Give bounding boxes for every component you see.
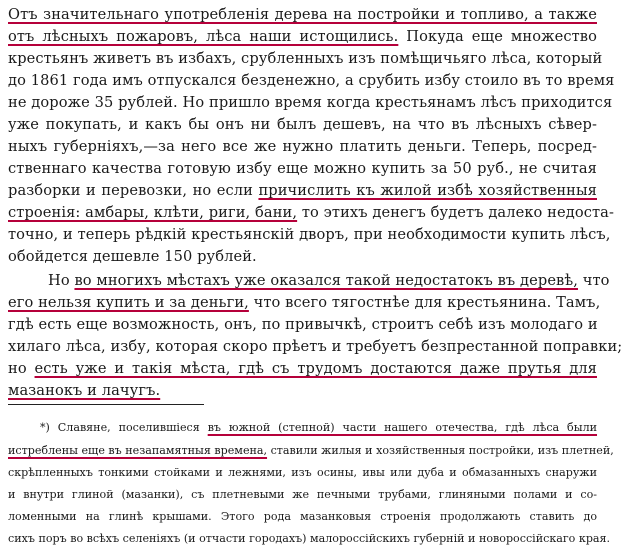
text-line <box>8 336 622 358</box>
text-segment: то этихъ денегъ будетъ далеко недоста- <box>297 204 614 221</box>
text-line <box>8 314 597 336</box>
underlined-text: во многихъ мѣстахъ уже оказался такой недостатокъ въ деревѣ, <box>74 272 579 289</box>
underlined-text: въ южной (степной) части нашего отечества, гдѣ лѣса были <box>207 421 598 434</box>
text-line <box>8 48 603 70</box>
text-line <box>8 224 611 246</box>
footnote-line <box>8 441 614 461</box>
text-segment: ломенными на глинѣ крышами. Этого рода мазанковыя строенія продолжають ставить до <box>8 510 597 523</box>
text-segment: не дороже 35 рублей. Но пришло время когда крестьянамъ лѣсъ приходится <box>8 94 613 111</box>
text-segment: крестьянъ живетъ въ избахъ, срубленныхъ изъ помѣщичьяго лѣса, который <box>8 50 603 67</box>
text-segment: ственнаго качества готовую избу еще можно купить за 50 руб., не считая <box>8 160 597 177</box>
underlined-text: отъ лѣсныхъ пожаровъ, лѣса наши истощились. <box>8 28 399 45</box>
text-line <box>8 358 597 380</box>
underlined-text: его нельзя купить и за деньги, <box>8 294 249 311</box>
text-segment: и внутри глиной (мазанки), съ плетневыми же печными трубами, глиняными полами и со- <box>8 488 597 501</box>
text-line <box>8 202 614 224</box>
text-line <box>8 70 615 92</box>
text-line <box>8 136 597 158</box>
text-segment: но <box>8 360 35 377</box>
text-segment: уже покупать, и какъ бы онъ ни былъ дешевъ, на что въ лѣсныхъ сѣвер- <box>8 116 597 133</box>
text-segment: что <box>578 272 610 289</box>
underlined-text: мазанокъ и лачугъ. <box>8 382 161 399</box>
text-line <box>8 26 597 48</box>
text-line <box>8 92 613 114</box>
text-segment: до 1861 года имъ отпускался безденежно, а срубить избу стоило въ то время <box>8 72 615 89</box>
text-segment: гдѣ есть еще возможность, онъ, по привычкѣ, строитъ себѣ изъ молодаго и <box>8 316 598 333</box>
footnote-line <box>8 463 597 483</box>
underlined-text: строенія: амбары, клѣти, риги, бани, <box>8 204 298 221</box>
underlined-text: есть уже и такія мѣста, гдѣ съ трудомъ достаются даже прутья для <box>34 360 597 377</box>
text-line <box>8 292 601 314</box>
text-segment: сихъ поръ во всѣхъ селеніяхъ (и отчасти городахъ) малороссійскихъ губерній и новороссійскаго края. <box>8 532 611 545</box>
text-segment: разборки и перевозки, но если <box>8 182 259 199</box>
text-line <box>8 246 597 268</box>
text-line <box>8 158 597 180</box>
text-segment: Но <box>48 272 75 289</box>
text-line <box>8 4 597 26</box>
text-segment: *) Славяне, поселившіеся <box>40 421 208 434</box>
text-segment: Покуда еще множество <box>398 28 597 45</box>
text-segment: скрѣпленныхъ тонкими стойками и лежнями, изъ осины, ивы или дуба и обмазанныхъ снаружи <box>8 466 597 479</box>
footnote-line <box>8 529 611 549</box>
text-segment: ставили жилыя и хозяйственныя постройки, изъ плетней, <box>267 444 614 457</box>
text-segment: хилаго лѣса, избу, которая скоро прѣетъ и требуетъ безпрестанной поправки; <box>8 338 622 355</box>
footnote-line <box>8 485 597 505</box>
footnote-line <box>8 507 597 527</box>
footnote-line <box>40 418 597 438</box>
text-line <box>8 114 597 136</box>
underlined-text: причислить къ жилой избѣ хозяйственныя <box>258 182 597 199</box>
text-segment: что всего тягостнѣе для крестьянина. Тамъ, <box>248 294 601 311</box>
text-line <box>8 180 597 202</box>
underlined-text: Отъ значительнаго употребленія дерева на постройки и топливо, а также <box>8 6 597 23</box>
footnote-separator <box>8 404 204 405</box>
underlined-text: истреблены еще въ незапамятныя времена, <box>8 444 268 457</box>
text-segment: ныхъ губерніяхъ,—за него все же нужно платить деньги. Теперь, посред- <box>8 138 597 155</box>
text-segment: обойдется дешевле 150 рублей. <box>8 248 257 265</box>
text-line <box>48 270 610 292</box>
text-segment: точно, и теперь рѣдкій крестьянскій дворъ, при необходимости купить лѣсъ, <box>8 226 611 243</box>
text-line <box>8 380 597 402</box>
